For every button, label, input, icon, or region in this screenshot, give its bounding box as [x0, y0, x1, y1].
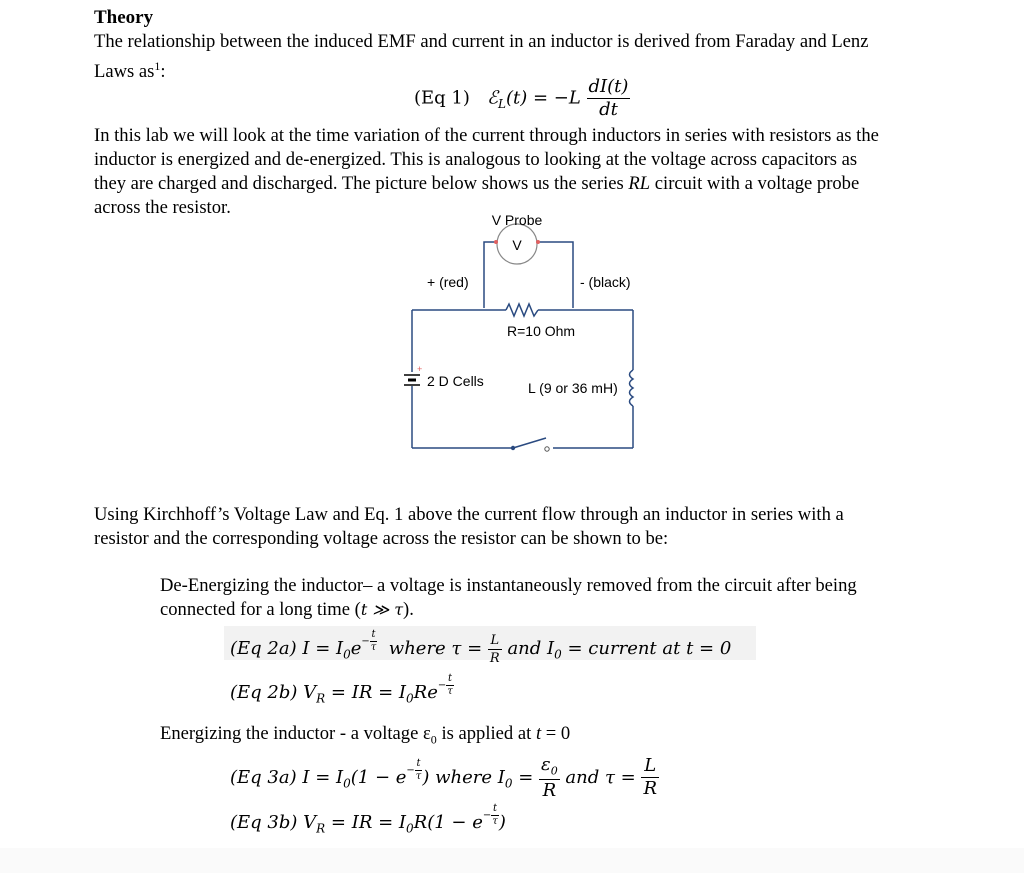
para2-line-4: across the resistor. [94, 197, 231, 218]
eq2a-tail: and I [507, 638, 555, 659]
eq2a-e: e [350, 638, 362, 659]
eq3a-tau-den: R [643, 778, 658, 800]
eq2b-label: (Eq 2b) [230, 682, 298, 703]
eq1-lhs-arg: (t) = −L [505, 87, 581, 109]
eq3a-tau-num: L [641, 757, 659, 778]
deenergize-line-2-tail: ). [403, 599, 414, 620]
eq3a-sub0b: 0 [504, 776, 513, 791]
eq3a-exponent: − $\frac{t}{\tau}$ [406, 757, 422, 782]
para2-line-3-tail: circuit with a voltage probe [650, 173, 860, 194]
eq2a-tail-2: = current at t = 0 [561, 638, 732, 659]
eq2b-v: V [303, 682, 317, 703]
equation-2a [230, 630, 731, 666]
minus-black-label: - (black) [580, 274, 631, 290]
para2-line-3: they are charged and discharged. The picture below shows us the series [94, 173, 629, 194]
energize-paragraph [160, 722, 960, 752]
eq3b-exp-num: t [493, 803, 498, 814]
eq2a-tau-num: L [488, 634, 502, 650]
eq1-denominator: dt [599, 99, 618, 120]
eq3a-exp-num: t [416, 757, 421, 769]
footnote-marker: 1 [154, 59, 161, 73]
section-heading: Theory [94, 7, 154, 28]
kirchhoff-line-1: Using Kirchhoff’s Voltage Law and Eq. 1 above the current flow through an inductor in series with a [94, 504, 844, 525]
voltmeter-symbol: V [512, 237, 522, 253]
plus-red-label: + (red) [427, 274, 469, 290]
deenergize-condition: t ≫ τ [360, 600, 404, 619]
eq3b-body3: R(1 − e [413, 812, 483, 833]
probe-label: V Probe [491, 212, 543, 228]
eq1-label: (Eq 1) [414, 87, 470, 109]
eq3a-frac-num: ε [541, 754, 551, 775]
eq3a-sub0: 0 [343, 776, 351, 791]
eq2a-tail-sub: 0 [554, 647, 562, 662]
meter-terminal-plus [494, 240, 498, 244]
resistor-label: R=10 Ohm [507, 323, 576, 339]
battery-plus-sign: + [417, 364, 423, 374]
energize-epsilon: ε [422, 723, 431, 744]
equation-2b [230, 674, 454, 710]
eq3a-eq: = [512, 766, 540, 788]
para2-rl: RL [628, 173, 651, 194]
deenergize-paragraph [160, 574, 960, 622]
eq3a-tau-fraction [641, 757, 659, 798]
intro-line-1: The relationship between the induced EMF and current in an inductor is derived from Faraday and Lenz [94, 31, 869, 52]
equation-3a [230, 756, 659, 800]
switch-blade [513, 438, 546, 448]
page-bottom-band [0, 848, 1024, 873]
deenergize-line-2: connected for a long time ( [160, 599, 361, 620]
eq3b-body2: = IR = I [325, 812, 407, 833]
energize-line-1: Energizing the inductor - a voltage [160, 723, 423, 744]
energize-epsilon-sub: 0 [430, 732, 437, 747]
eq1-emf: ℰ [487, 87, 498, 109]
eq3b-label: (Eq 3b) [230, 812, 298, 833]
eq3b-exponent: − $\frac{t}{\tau}$ [482, 803, 498, 827]
resistor-symbol [506, 304, 538, 316]
para2-line-1: In this lab we will look at the time variation of the current through inductors in series with resistors as the [94, 125, 879, 146]
energize-line-1-tail: = 0 [541, 723, 571, 744]
eq2a-body: I = I [302, 638, 344, 659]
deenergize-line-1: De-Energizing the inductor– a voltage is instantaneously removed from the circuit after being [160, 575, 857, 596]
eq3a-body1: I = I [302, 766, 344, 788]
intro-colon: : [160, 61, 166, 83]
battery-label: 2 D Cells [427, 373, 484, 389]
eq3a-body2: (1 − e [350, 766, 407, 788]
probe-wire-left [484, 242, 496, 308]
eq3a-i0-fraction [539, 756, 560, 800]
eq2b-exp-den: τ [447, 686, 453, 697]
switch-pivot [511, 446, 515, 450]
meter-terminal-minus [536, 240, 540, 244]
intro-line-2: Laws as [94, 61, 155, 83]
inductor-symbol [630, 370, 634, 406]
eq2a-sub0: 0 [343, 647, 351, 662]
eq2b-exp-num: t [448, 673, 453, 684]
equation-3b [230, 804, 506, 840]
eq3b-sub0: 0 [406, 821, 414, 836]
eq3b-body4: ) [498, 812, 506, 833]
eq2b-body2: = IR = I [325, 682, 407, 703]
kirchhoff-paragraph [94, 503, 974, 551]
eq3b-exp-den: τ [492, 816, 498, 827]
inductor-label: L (9 or 36 mH) [528, 380, 618, 396]
eq3b-v: V [303, 812, 317, 833]
eq2a-label: (Eq 2a) [230, 638, 297, 659]
eq3a-label: (Eq 3a) [230, 766, 297, 788]
energize-t: t [535, 723, 542, 744]
eq2a-tau-fraction [488, 634, 502, 665]
eq2b-body3: Re [413, 682, 438, 703]
eq2a-exponent: − $\frac{t}{\tau}$ [361, 629, 377, 653]
eq2a-where: where τ = [388, 638, 488, 659]
eq2b-exponent: − $\frac{t}{\tau}$ [437, 673, 453, 697]
eq3a-frac-num-sub: 0 [550, 764, 558, 778]
eq3a-and: and τ = [559, 766, 642, 788]
eq2b-sub0: 0 [406, 691, 414, 706]
eq2a-tau-den: R [489, 650, 500, 666]
eq2b-subR: R [316, 691, 326, 706]
eq3a-frac-den: R [542, 779, 557, 801]
eq3a-body3: ) where I [422, 766, 505, 788]
eq3a-exp-den: τ [415, 770, 422, 782]
kirchhoff-line-2: resistor and the corresponding voltage across the resistor can be shown to be: [94, 528, 669, 549]
para2-line-2: inductor is energized and de-energized. This is analogous to looking at the voltage across capacitors as [94, 149, 858, 170]
eq1-emf-sub: L [497, 97, 506, 112]
probe-wire-right [538, 242, 573, 308]
switch-contact [545, 447, 549, 451]
eq2a-exp-num: t [371, 629, 376, 640]
eq3b-subR: R [316, 821, 326, 836]
eq2a-exp-den: τ [370, 642, 377, 653]
energize-line-1-mid: is applied at [436, 723, 536, 744]
eq1-numerator: dI(t) [588, 76, 629, 97]
